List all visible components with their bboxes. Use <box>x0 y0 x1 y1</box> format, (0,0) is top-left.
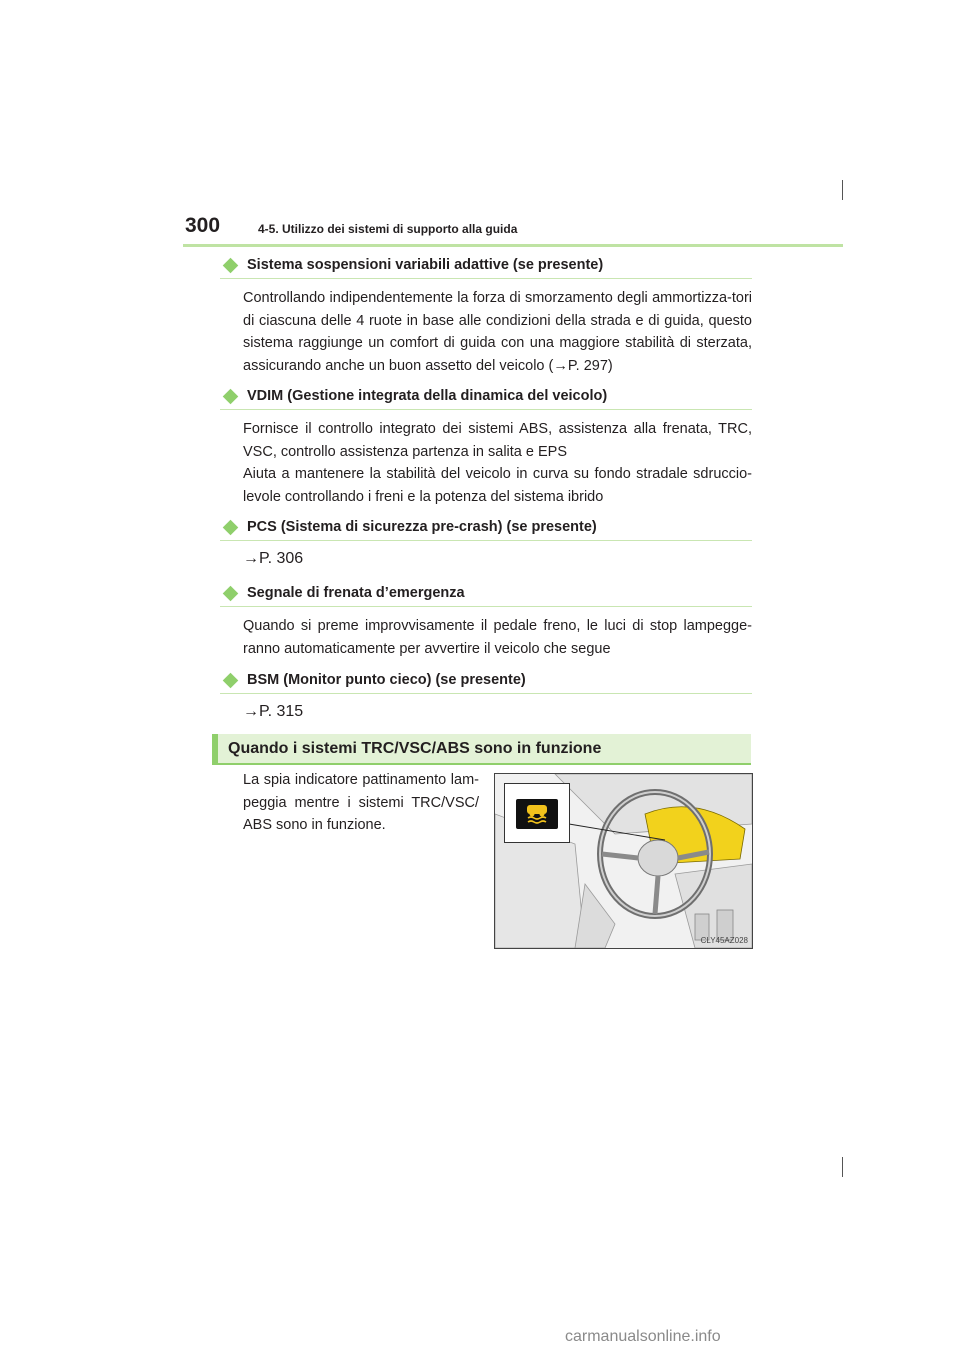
subsection-bsm <box>220 669 752 721</box>
header-rule <box>183 244 843 247</box>
paragraph: Quando si preme improvvisamente il pedale freno, le luci di stop lampegge-ranno automaticamente per avvertire il veicolo che segue <box>243 618 752 657</box>
subsection-heading <box>220 254 752 279</box>
subsection-body <box>243 287 752 377</box>
slip-indicator-icon <box>516 799 558 829</box>
crop-mark-bottom <box>842 1157 843 1177</box>
subsection-title: PCS (Sistema di sicurezza pre-crash) (se presente) <box>247 519 597 535</box>
watermark: carmanualsonline.info <box>565 1328 721 1345</box>
figure-code: CLY45AZ028 <box>700 936 748 945</box>
indicator-inset <box>504 783 570 843</box>
diamond-bullet-icon <box>223 388 239 404</box>
crop-mark-top <box>842 180 843 200</box>
subsection-heading <box>220 385 752 410</box>
diamond-bullet-icon <box>223 519 239 535</box>
subsection-body <box>243 418 752 508</box>
subsection-title: BSM (Monitor punto cieco) (se presente) <box>247 672 526 688</box>
subsection-heading <box>220 516 752 541</box>
subsection-title: Segnale di frenata d’emergenza <box>247 585 465 601</box>
subsection-title: Sistema sospensioni variabili adattive (se presente) <box>247 257 604 273</box>
diamond-bullet-icon <box>223 672 239 688</box>
subsection-body <box>243 615 752 660</box>
subsection-title: VDIM (Gestione integrata della dinamica del veicolo) <box>247 388 608 404</box>
page-reference-link[interactable]: →P. 306 <box>243 550 304 567</box>
section-title: Quando i sistemi TRC/VSC/ABS sono in funzione <box>228 739 602 757</box>
section-header: 4-5. Utilizzo dei sistemi di supporto alla guida <box>258 222 518 236</box>
subsection-adaptive-suspension <box>220 254 752 377</box>
subsection-emergency-brake-signal <box>220 582 752 660</box>
subsection-vdim <box>220 385 752 508</box>
section-title-bar <box>212 734 751 765</box>
dashboard-illustration <box>494 773 753 949</box>
section-accent <box>212 734 218 763</box>
paragraph: Fornisce il controllo integrato dei sistemi ABS, assistenza alla frenata, TRC, VSC, controllo assistenza partenza in salita e EPS <box>243 421 752 460</box>
subsection-heading <box>220 669 752 694</box>
section-paragraph: La spia indicatore pattinamento lam-peggia mentre i sistemi TRC/VSC/ ABS sono in funzione. <box>243 772 479 833</box>
subsection-heading <box>220 582 752 607</box>
subsection-pcs <box>220 516 752 568</box>
diamond-bullet-icon <box>223 585 239 601</box>
diamond-bullet-icon <box>223 257 239 273</box>
paragraph: Controllando indipendentemente la forza di smorzamento degli ammortizza-tori di ciascuna delle 4 ruote in base alle condizioni della strada e di guida, questo sistema raggiunge un comfort di guida con una maggiore stabilità di sterzata, assicurando anche un buon assetto del veicolo (→P. 297) <box>243 290 752 374</box>
paragraph: Aiuta a mantenere la stabilità del veicolo in curva su fondo stradale sdruccio-levole controllando i freni e la potenza del sistema ibrido <box>243 466 752 505</box>
page-reference-link[interactable]: →P. 315 <box>243 703 304 720</box>
page-number: 300 <box>185 214 221 237</box>
